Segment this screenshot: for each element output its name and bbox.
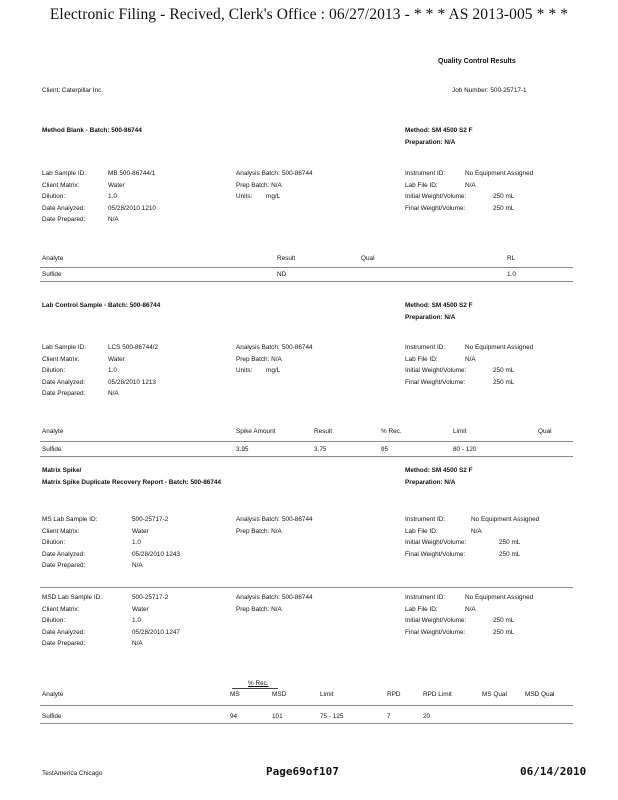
divider <box>40 456 573 457</box>
field-value: MB 500-86744/1 <box>108 170 156 177</box>
field-row <box>236 180 282 192</box>
field-value: 250 mL <box>493 204 515 212</box>
field-value: 250 mL <box>493 617 515 624</box>
field-label: Analysis Batch: <box>236 594 280 601</box>
ms-cell-msd: 101 <box>272 713 283 720</box>
field-label: Date Analyzed: <box>42 628 85 636</box>
ms-mid-fields <box>236 514 313 537</box>
field-value: 1.0 <box>108 367 117 374</box>
field-label: Client Matrix: <box>42 355 80 363</box>
field-row <box>405 354 476 366</box>
lcs-col-spike-amount: Spike Amount <box>236 428 276 435</box>
field-label: Lab File ID: <box>405 605 438 613</box>
field-row <box>42 604 149 616</box>
ms-preparation: Preparation: N/A <box>405 479 456 486</box>
mb-col-result: Result <box>277 255 296 262</box>
field-value: N/A <box>132 562 143 569</box>
field-row <box>236 168 313 180</box>
field-row <box>42 514 169 526</box>
field-value: No Equipment Assigned <box>465 344 534 351</box>
ms-col-rpd-limit: RPD Limit <box>423 691 452 698</box>
field-label: MS Lab Sample ID: <box>42 516 98 523</box>
field-label: Date Prepared: <box>42 640 86 647</box>
field-row <box>42 191 117 203</box>
method-blank-title: Method Blank - Batch: 500-86744 <box>42 127 142 134</box>
lcs-cell-rec: 95 <box>381 446 389 453</box>
field-row <box>236 365 282 377</box>
field-label: Units: <box>236 193 253 200</box>
field-row <box>405 191 515 203</box>
field-row <box>42 377 156 389</box>
field-value: Water <box>108 181 125 189</box>
lcs-mid-fields <box>236 342 313 377</box>
lcs-col-rec: % Rec. <box>381 428 402 435</box>
method-blank-right-fields <box>405 168 534 214</box>
field-label: Dilution: <box>42 193 66 200</box>
ms-title-line2: Matrix Spike Duplicate Recovery Report - Batch: 500-86744 <box>42 479 222 486</box>
field-value: Water <box>132 527 149 535</box>
field-row <box>42 615 141 627</box>
field-value: No Equipment Assigned <box>465 594 534 601</box>
field-label: Final Weight/Volume: <box>405 204 466 212</box>
method-blank-mid-fields <box>236 168 313 203</box>
field-row <box>236 592 313 604</box>
ms-col-msd-qual: MSD Qual <box>525 691 555 698</box>
mb-col-qual: Qual <box>361 255 375 262</box>
field-value: N/A <box>132 640 143 647</box>
field-row <box>405 627 515 639</box>
msd-mid-fields <box>236 592 313 615</box>
field-label: Final Weight/Volume: <box>405 550 466 558</box>
field-label: Analysis Batch: <box>236 344 280 351</box>
field-label: Instrument ID: <box>405 516 446 523</box>
field-value: No Equipment Assigned <box>471 516 540 523</box>
field-value: 250 mL <box>493 378 515 386</box>
field-row <box>405 615 515 627</box>
mb-cell-rl: 1.0 <box>507 271 516 278</box>
ms-right-fields <box>405 514 540 560</box>
field-row <box>42 549 180 561</box>
field-value: 05/28/2010 1213 <box>108 378 156 386</box>
field-value: 500-86744 <box>282 344 313 351</box>
divider <box>40 587 573 588</box>
field-row <box>236 604 282 616</box>
field-label: Client Matrix: <box>42 181 80 189</box>
field-row <box>405 180 476 192</box>
field-row <box>42 180 125 192</box>
field-label: Analysis Batch: <box>236 516 280 523</box>
field-row <box>236 354 282 366</box>
lcs-col-result: Result <box>314 428 333 435</box>
rec-group-header: % Rec. <box>248 680 269 687</box>
field-value: N/A <box>465 181 476 189</box>
field-row <box>236 526 282 538</box>
divider <box>40 705 573 706</box>
field-label: Lab File ID: <box>405 181 438 189</box>
field-label: Instrument ID: <box>405 344 446 351</box>
ms-col-msd: MSD <box>272 691 287 698</box>
method-blank-left-fields <box>42 168 156 226</box>
divider <box>40 441 573 442</box>
field-value: 1.0 <box>132 617 141 624</box>
field-row <box>236 514 313 526</box>
lcs-col-analyte: Analyte <box>42 428 64 435</box>
footer-page-number: Page69of107 <box>266 765 339 778</box>
mb-col-rl: RL <box>507 255 516 262</box>
field-label: Analysis Batch: <box>236 170 280 177</box>
field-row <box>42 526 149 538</box>
ms-cell-rpd-limit: 20 <box>423 713 431 720</box>
field-value: 05/28/2010 1247 <box>132 628 180 636</box>
field-label: MSD Lab Sample ID: <box>42 594 103 601</box>
mb-cell-result: ND <box>277 271 287 278</box>
field-value: 1.0 <box>108 193 117 200</box>
field-value: mg/L <box>266 193 281 200</box>
field-label: Prep Batch: N/A <box>236 527 282 535</box>
divider <box>40 281 573 282</box>
lcs-title: Lab Control Sample - Batch: 500-86744 <box>42 302 161 309</box>
method-blank-preparation: Preparation: N/A <box>405 139 456 146</box>
field-label: Dilution: <box>42 367 66 374</box>
field-row <box>405 604 476 616</box>
ms-col-analyte: Analyte <box>42 691 64 698</box>
field-label: Date Analyzed: <box>42 378 85 386</box>
field-row <box>405 168 534 180</box>
field-label: Date Prepared: <box>42 216 86 223</box>
lcs-right-fields <box>405 342 534 388</box>
divider <box>40 267 573 268</box>
field-row <box>405 365 515 377</box>
field-value: 500-25717-2 <box>132 516 169 523</box>
field-label: Date Prepared: <box>42 390 86 397</box>
field-row <box>42 203 156 215</box>
field-label: Initial Weight/Volume: <box>405 617 467 624</box>
field-label: Initial Weight/Volume: <box>405 539 467 546</box>
field-row <box>42 627 180 639</box>
ms-col-ms: MS <box>230 691 240 698</box>
field-label: Date Analyzed: <box>42 550 85 558</box>
field-label: Client Matrix: <box>42 527 80 535</box>
field-row <box>405 514 540 526</box>
lcs-method: Method: SM 4500 S2 F <box>405 302 473 309</box>
divider <box>40 723 573 724</box>
field-label: Final Weight/Volume: <box>405 628 466 636</box>
ms-cell-rpd: 7 <box>387 713 391 720</box>
field-row <box>405 203 515 215</box>
field-value: N/A <box>108 216 119 223</box>
field-row <box>42 592 169 604</box>
field-row <box>405 377 515 389</box>
field-label: Units: <box>236 367 253 374</box>
field-label: Client Matrix: <box>42 605 80 613</box>
job-number: Job Number: 500-25717-1 <box>452 87 527 94</box>
field-value: 250 mL <box>493 193 515 200</box>
field-row <box>236 191 282 203</box>
ms-method: Method: SM 4500 S2 F <box>405 467 473 474</box>
field-value: 500-25717-2 <box>132 594 169 601</box>
field-label: Lab File ID: <box>405 527 438 535</box>
field-value: N/A <box>471 527 482 535</box>
field-value: 1.0 <box>132 539 141 546</box>
field-value: 500-86744 <box>282 170 313 177</box>
method-blank-method: Method: SM 4500 S2 F <box>405 127 473 134</box>
field-value: N/A <box>465 605 476 613</box>
field-row <box>405 537 521 549</box>
field-value: 250 mL <box>499 539 521 546</box>
field-row <box>42 168 156 180</box>
field-row <box>405 342 534 354</box>
field-row <box>42 638 143 650</box>
field-row <box>42 365 117 377</box>
lcs-cell-limit: 80 - 120 <box>453 446 477 453</box>
field-row <box>42 388 119 400</box>
field-value: N/A <box>465 355 476 363</box>
field-row <box>42 342 159 354</box>
ms-cell-analyte: Sulfide <box>42 713 62 720</box>
field-value: mg/L <box>266 367 281 374</box>
field-label: Final Weight/Volume: <box>405 378 466 386</box>
ms-cell-limit: 75 - 125 <box>320 713 344 720</box>
filing-header: Electronic Filing - Recived, Clerk's Office : 06/27/2013 - * * * AS 2013-005 * * * <box>49 6 569 23</box>
field-label: Lab Sample ID: <box>42 170 87 177</box>
field-row <box>405 549 521 561</box>
ms-col-rpd: RPD <box>387 691 401 698</box>
ms-cell-ms: 94 <box>230 713 238 720</box>
ms-title-line1: Matrix Spike/ <box>42 467 82 474</box>
lcs-cell-result: 3.75 <box>314 446 327 453</box>
lcs-left-fields <box>42 342 159 400</box>
lcs-col-limit: Limit <box>453 428 467 435</box>
field-label: Lab Sample ID: <box>42 344 87 351</box>
field-value: 250 mL <box>493 367 515 374</box>
field-label: Prep Batch: N/A <box>236 181 282 189</box>
report-title: Quality Control Results <box>438 58 516 65</box>
msd-right-fields <box>405 592 534 638</box>
rec-underline <box>232 688 278 689</box>
field-row <box>42 214 119 226</box>
field-label: Lab File ID: <box>405 355 438 363</box>
msd-left-fields <box>42 592 180 650</box>
ms-left-fields <box>42 514 180 572</box>
field-value: N/A <box>108 390 119 397</box>
lcs-preparation: Preparation: N/A <box>405 314 456 321</box>
lcs-col-qual: Qual <box>538 428 552 435</box>
field-row <box>236 342 313 354</box>
field-value: 500-86744 <box>282 594 313 601</box>
field-value: 250 mL <box>493 628 515 636</box>
mb-cell-analyte: Sulfide <box>42 271 62 278</box>
ms-col-limit: Limit <box>320 691 334 698</box>
lcs-cell-spike: 3.95 <box>236 446 249 453</box>
field-label: Dilution: <box>42 617 66 624</box>
field-value: No Equipment Assigned <box>465 170 534 177</box>
field-label: Instrument ID: <box>405 170 446 177</box>
client-line: Client: Caterpillar Inc. <box>42 87 104 94</box>
field-value: Water <box>132 605 149 613</box>
footer-lab-name: TestAmerica Chicago <box>42 770 103 777</box>
field-label: Initial Weight/Volume: <box>405 367 467 374</box>
field-label: Prep Batch: N/A <box>236 605 282 613</box>
field-label: Dilution: <box>42 539 66 546</box>
field-row <box>405 526 482 538</box>
field-value: 05/28/2010 1243 <box>132 550 180 558</box>
mb-col-analyte: Analyte <box>42 255 64 262</box>
field-value: 05/28/2010 1210 <box>108 204 156 212</box>
field-value: 250 mL <box>499 550 521 558</box>
field-label: Prep Batch: N/A <box>236 355 282 363</box>
field-row <box>42 354 125 366</box>
field-label: Instrument ID: <box>405 594 446 601</box>
footer-date: 06/14/2010 <box>520 765 587 778</box>
field-row <box>405 592 534 604</box>
field-row <box>42 560 143 572</box>
field-value: 500-86744 <box>282 516 313 523</box>
field-label: Initial Weight/Volume: <box>405 193 467 200</box>
lcs-cell-analyte: Sulfide <box>42 446 62 453</box>
field-value: LCS 500-86744/2 <box>108 344 159 351</box>
field-row <box>42 537 141 549</box>
field-label: Date Analyzed: <box>42 204 85 212</box>
ms-col-ms-qual: MS Qual <box>482 691 507 698</box>
field-value: Water <box>108 355 125 363</box>
field-label: Date Prepared: <box>42 562 86 569</box>
